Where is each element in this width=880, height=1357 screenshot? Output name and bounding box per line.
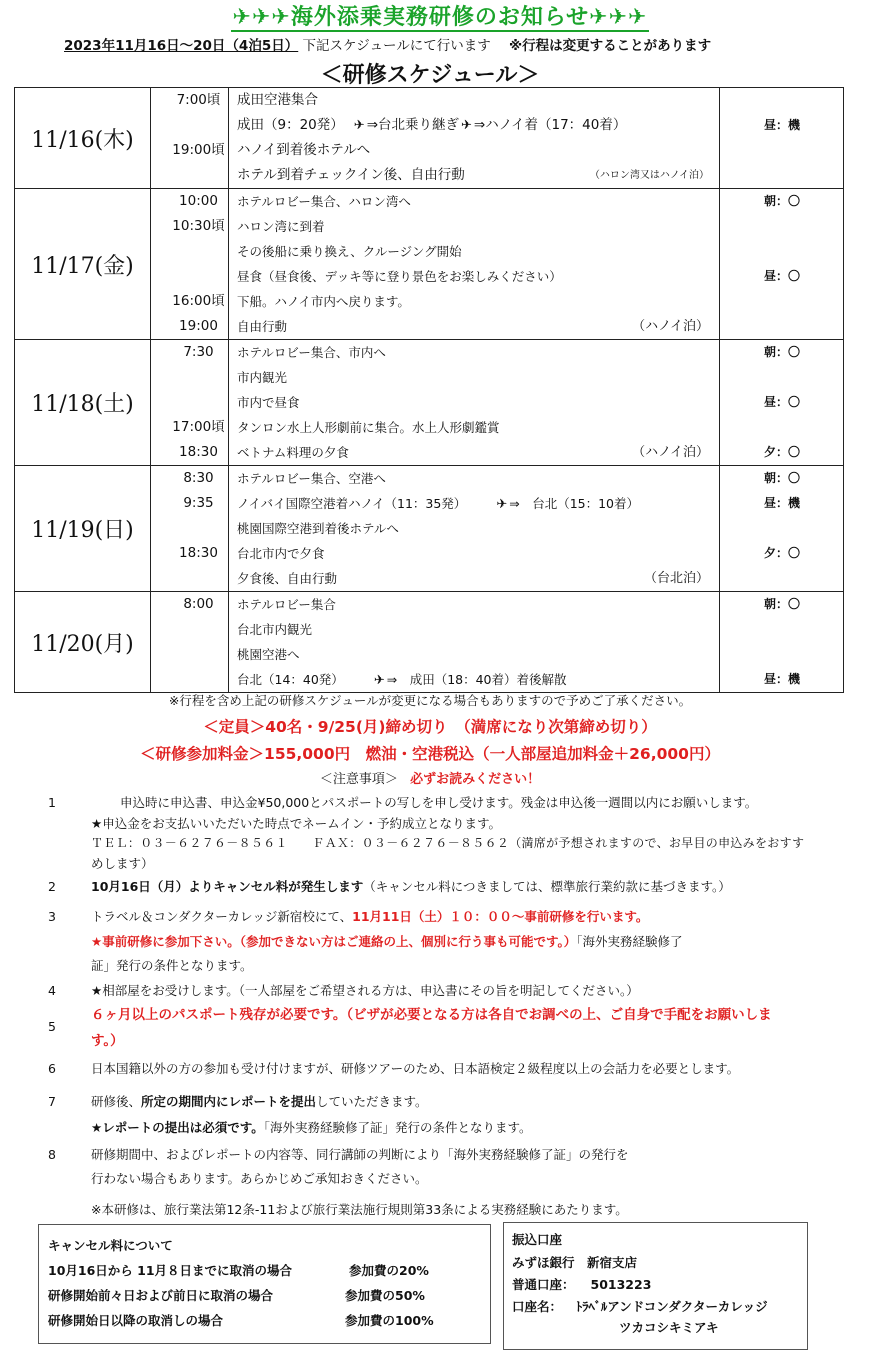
airplane-icon: ✈ bbox=[353, 118, 365, 133]
schedule-meal bbox=[720, 289, 843, 314]
schedule-activities bbox=[229, 340, 720, 466]
schedule-meal: 朝：〇 bbox=[764, 345, 801, 359]
schedule-times bbox=[151, 189, 229, 340]
schedule-meal bbox=[720, 566, 843, 591]
schedule-meal bbox=[720, 642, 843, 667]
schedule-time: 17:00頃 bbox=[172, 419, 225, 435]
caution-heading bbox=[0, 768, 860, 787]
item-number: 4 bbox=[48, 983, 56, 998]
schedule-activity: 成田空港集合 bbox=[237, 92, 318, 108]
account-number: 普通口座： 5013223 bbox=[512, 1277, 652, 1292]
schedule-meal bbox=[720, 163, 843, 188]
cancel-rule-1-condition: 10月16日から 11月８日までに取消の場合 bbox=[48, 1263, 293, 1278]
schedule-meal bbox=[720, 239, 843, 264]
fee-line: ＜研修参加料金＞155,000円 燃油・空港税込（一人部屋追加料金＋26,000円） bbox=[140, 745, 720, 763]
schedule-time bbox=[151, 642, 228, 667]
cancel-rule-1-fee: 参加費の20% bbox=[349, 1263, 429, 1278]
schedule-activity: その後船に乗り換え、クルージング開始 bbox=[237, 244, 462, 259]
schedule-time: 8:00 bbox=[183, 596, 214, 612]
schedule-date: 11/19(日) bbox=[15, 466, 151, 592]
schedule-times bbox=[151, 340, 229, 466]
schedule-activity: 夕食後、自由行動 （台北泊） bbox=[229, 566, 719, 591]
schedule-time bbox=[151, 113, 228, 138]
schedule-time bbox=[151, 390, 228, 415]
capacity-line: ＜定員＞40名・9/25(月)締め切り （満席になり次第締め切り） bbox=[203, 718, 657, 736]
schedule-meal bbox=[720, 516, 843, 541]
item-number: 3 bbox=[48, 909, 56, 924]
schedule-activity: ノイバイ国際空港着ハノイ（11：35発） ✈ ⇒ 台北（15：10着） bbox=[229, 491, 719, 516]
schedule-day-row bbox=[15, 189, 844, 340]
item-3-line-2: ★事前研修に参加下さい。（参加できない方はご連絡の上、個別に行う事も可能です。）「海外実務経験修了 bbox=[91, 934, 683, 949]
schedule-activities bbox=[229, 88, 720, 189]
schedule-activity: 下船。ハノイ市内へ戻ります。 bbox=[237, 294, 410, 309]
schedule-time: 19:00 bbox=[179, 318, 218, 334]
item-8-line-1: 研修期間中、およびレポートの内容等、同行講師の判断により「海外実務経験修了証」の発行を bbox=[91, 1147, 629, 1162]
item-number: 2 bbox=[48, 879, 56, 894]
schedule-activity: ホテルロビー集合 bbox=[237, 597, 336, 612]
schedule-day-row bbox=[15, 340, 844, 466]
period-suffix: 下記スケジュールにて行います bbox=[302, 38, 491, 54]
bank-box-title: 振込口座 bbox=[512, 1232, 563, 1247]
schedule-activity: 台北市内観光 bbox=[237, 622, 313, 637]
cancel-rule-3-fee: 参加費の100% bbox=[345, 1313, 434, 1328]
schedule-meal bbox=[720, 415, 843, 440]
schedule-meal: 昼：〇 bbox=[764, 269, 801, 283]
schedule-meal bbox=[720, 88, 843, 113]
item-1-line-2: ★申込金をお支払いいただいた時点でネームイン・予約成立となります。 bbox=[91, 816, 501, 831]
schedule-activity: ホテルロビー集合、市内へ bbox=[237, 345, 386, 360]
schedule-meal: 夕：〇 bbox=[764, 546, 801, 560]
schedule-activity: 昼食（昼食後、デッキ等に登り景色をお楽しみください） bbox=[237, 269, 562, 284]
item-5-line-1: ６ヶ月以上のパスポート残存が必要です。（ビザが必要となる方は各自でお調べの上、ご自身で手配をお願いしま bbox=[91, 1007, 772, 1023]
schedule-time: 18:30 bbox=[179, 444, 218, 460]
item-2: 10月16日（月）よりキャンセル料が発生します（キャンセル料につきましては、標準旅行業約款に基づきます。） bbox=[91, 879, 731, 894]
schedule-activity: タンロン水上人形劇前に集合。水上人形劇鑑賞 bbox=[237, 420, 500, 435]
item-7-line-1: 研修後、所定の期間内にレポートを提出していただきます。 bbox=[91, 1094, 428, 1109]
bank-name: みずほ銀行 新宿支店 bbox=[512, 1255, 638, 1270]
account-holder-kana: ツカコシキミアキ bbox=[619, 1320, 719, 1335]
cancel-fee-box bbox=[38, 1224, 491, 1344]
cancel-box-title: キャンセル料について bbox=[48, 1238, 173, 1253]
item-number: 7 bbox=[48, 1094, 56, 1109]
schedule-activity: 成田（9：20発） ✈ ⇒台北乗り継ぎ ✈ ⇒ハノイ着（17：40着） bbox=[229, 113, 719, 138]
change-note: ※行程は変更することがあります bbox=[509, 38, 712, 54]
schedule-day-row bbox=[15, 466, 844, 592]
schedule-time bbox=[151, 516, 228, 541]
item-7-line-2: ★レポートの提出は必須です。「海外実務経験修了証」発行の条件となります。 bbox=[91, 1120, 532, 1135]
schedule-activities bbox=[229, 466, 720, 592]
schedule-meal: 昼：機 bbox=[764, 496, 801, 510]
schedule-times bbox=[151, 466, 229, 592]
overnight-note: （台北泊） bbox=[643, 571, 709, 586]
schedule-activity: ハロン湾に到着 bbox=[237, 219, 325, 234]
schedule-activity: ホテル到着チェックイン後、自由行動 （ハロン湾又はハノイ泊） bbox=[229, 163, 719, 188]
page-title: ✈✈✈海外添乗実務研修のお知らせ✈✈✈ bbox=[232, 5, 648, 30]
schedule-activities bbox=[229, 592, 720, 693]
schedule-meals bbox=[720, 340, 844, 466]
schedule-time bbox=[151, 239, 228, 264]
schedule-time: 10:30頃 bbox=[172, 218, 225, 234]
schedule-activity: ベトナム料理の夕食 （ハノイ泊） bbox=[229, 440, 719, 465]
schedule-meals bbox=[720, 466, 844, 592]
item-5-line-2: す。） bbox=[91, 1033, 124, 1049]
item-3-line-1: トラベル＆コンダクターカレッジ新宿校にて、11月11日（土）１０：００～事前研修を行います。 bbox=[91, 909, 649, 924]
schedule-date: 11/17(金) bbox=[15, 189, 151, 340]
schedule-meal: 朝：〇 bbox=[764, 194, 801, 208]
caution-strong: 必ずお読みください！ bbox=[410, 772, 541, 787]
period-line bbox=[64, 34, 711, 54]
schedule-time: 8:30 bbox=[183, 470, 214, 486]
overnight-note: （ハノイ泊） bbox=[632, 445, 709, 460]
schedule-meal: 夕：〇 bbox=[764, 445, 801, 459]
schedule-meal: 昼：機 bbox=[764, 118, 801, 132]
schedule-meal bbox=[720, 214, 843, 239]
schedule-activity: 台北市内で夕食 bbox=[237, 546, 325, 561]
schedule-time: 9:35 bbox=[183, 495, 214, 511]
item-1-line-1: 申込時に申込書、申込金¥50,000とパスポートの写しを申し受けます。残金は申込後一週間以内にお願いします。 bbox=[120, 795, 758, 810]
airplane-icon: ✈ bbox=[461, 118, 472, 133]
overnight-note: （ハロン湾又はハノイ泊） bbox=[589, 170, 709, 181]
law-note: ※本研修は、旅行業法第12条-11および旅行業法施行規則第33条による実務経験にあたります。 bbox=[91, 1202, 628, 1217]
schedule-date: 11/20(月) bbox=[15, 592, 151, 693]
schedule-activity: ホテルロビー集合、空港へ bbox=[237, 471, 386, 486]
schedule-times bbox=[151, 592, 229, 693]
item-number: 1 bbox=[48, 795, 56, 810]
item-6: 日本国籍以外の方の参加も受け付けますが、研修ツアーのため、日本語検定２級程度以上の会話力を必要とします。 bbox=[91, 1061, 740, 1076]
airplane-icon: ✈ bbox=[373, 673, 385, 688]
schedule-meal bbox=[720, 617, 843, 642]
schedule-activity: 市内で昼食 bbox=[237, 395, 300, 410]
cancel-rule-3-condition: 研修開始日以降の取消しの場合 bbox=[48, 1313, 224, 1328]
schedule-activity: ホテルロビー集合、ハロン湾へ bbox=[237, 194, 411, 209]
schedule-times bbox=[151, 88, 229, 189]
schedule-day-row bbox=[15, 88, 844, 189]
schedule-time bbox=[151, 667, 228, 692]
schedule-time bbox=[151, 163, 228, 188]
schedule-time: 16:00頃 bbox=[172, 293, 225, 309]
schedule-time bbox=[151, 264, 228, 289]
schedule-day-row bbox=[15, 592, 844, 693]
schedule-date: 11/18(土) bbox=[15, 340, 151, 466]
schedule-meal: 朝：〇 bbox=[764, 471, 801, 485]
schedule-meal: 昼：機 bbox=[764, 672, 801, 686]
item-number: 8 bbox=[48, 1147, 56, 1162]
bank-account-box bbox=[503, 1222, 808, 1350]
schedule-time bbox=[151, 617, 228, 642]
cancel-rule-2-condition: 研修開始前々日および前日に取消の場合 bbox=[48, 1288, 274, 1303]
item-4: ★相部屋をお受けします。（一人部屋をご希望される方は、申込書にその旨を明記してください。） bbox=[91, 983, 639, 998]
schedule-time: 7:00頃 bbox=[176, 92, 221, 108]
schedule-meal bbox=[720, 138, 843, 163]
cancel-rule-2-fee: 参加費の50% bbox=[345, 1288, 425, 1303]
schedule-activity: 桃園国際空港到着後ホテルへ bbox=[237, 521, 399, 536]
schedule-time: 7:30 bbox=[183, 344, 214, 360]
schedule-time: 10:00 bbox=[179, 193, 218, 209]
schedule-time: 18:30 bbox=[179, 545, 218, 561]
schedule-activity: 桃園空港へ bbox=[237, 647, 300, 662]
schedule-meal bbox=[720, 365, 843, 390]
schedule-time bbox=[151, 365, 228, 390]
item-1-line-3: ＴＥＬ：０３－６２７６－８５６１ ＦＡＸ：０３－６２７６－８５６２（満席が予想されますので、お早目の申込みをおすす bbox=[91, 836, 805, 850]
period-dates: 2023年11月16日～20日（4泊5日） bbox=[64, 38, 299, 54]
account-holder: 口座名： ﾄﾗﾍﾞﾙアンドコンダクターカレッジ bbox=[512, 1299, 768, 1314]
schedule-meal: 昼：〇 bbox=[764, 395, 801, 409]
item-number: 5 bbox=[48, 1019, 56, 1034]
schedule-time: 19:00頃 bbox=[172, 142, 225, 158]
item-8-line-2: 行わない場合もあります。あらかじめご承知おきください。 bbox=[91, 1171, 428, 1186]
item-1-line-4: めします） bbox=[91, 856, 154, 871]
schedule-date: 11/16(木) bbox=[15, 88, 151, 189]
schedule-activity: 台北（14：40発） ✈ ⇒ 成田（18：40着）着後解散 bbox=[229, 667, 719, 692]
item-number: 6 bbox=[48, 1061, 56, 1076]
schedule-change-note: ※行程を含め上記の研修スケジュールが変更になる場合もありますので予めご了承ください。 bbox=[168, 693, 692, 708]
schedule-activities bbox=[229, 189, 720, 340]
overnight-note: （ハノイ泊） bbox=[632, 319, 709, 334]
schedule-activity: ハノイ到着後ホテルへ bbox=[237, 142, 371, 158]
schedule-meal: 朝：〇 bbox=[764, 597, 801, 611]
schedule-table bbox=[14, 87, 844, 693]
schedule-meal bbox=[720, 314, 843, 339]
item-3-line-3: 証」発行の条件となります。 bbox=[91, 958, 253, 973]
schedule-time bbox=[151, 566, 228, 591]
schedule-activity: 自由行動 （ハノイ泊） bbox=[229, 314, 719, 339]
airplane-icon: ✈ bbox=[496, 497, 508, 512]
schedule-meals bbox=[720, 88, 844, 189]
schedule-meals bbox=[720, 189, 844, 340]
schedule-meals bbox=[720, 592, 844, 693]
schedule-title: ＜研修スケジュール＞ bbox=[320, 63, 540, 88]
caution-label: ＜注意事項＞ bbox=[319, 772, 398, 787]
schedule-activity: 市内観光 bbox=[237, 370, 288, 385]
